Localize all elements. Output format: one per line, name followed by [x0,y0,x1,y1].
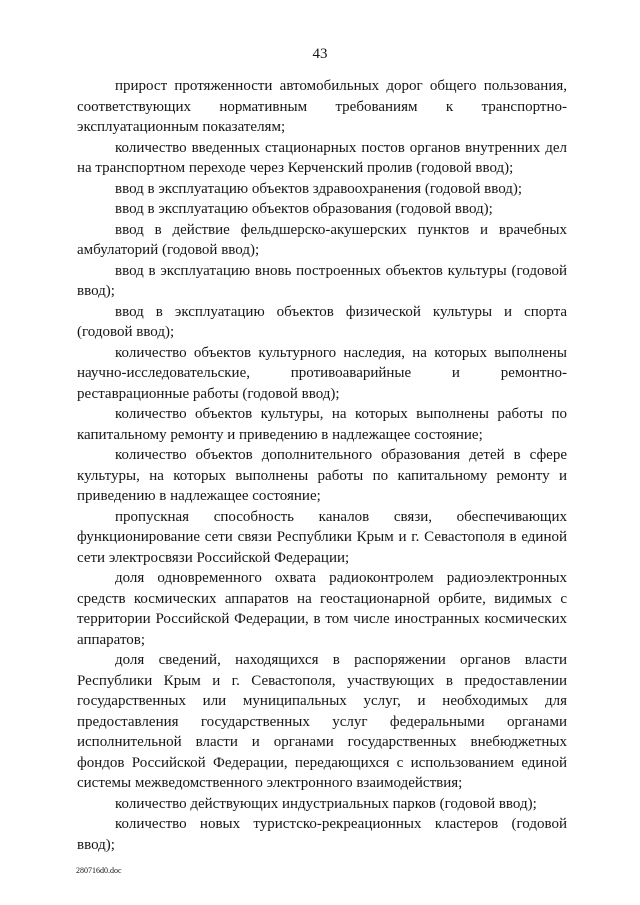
footer-filename: 280716d0.doc [76,866,122,875]
paragraph: количество объектов культуры, на которых выполнены работы по капитальному ремонту и приведению в надлежащее состояние; [77,406,567,443]
paragraph: ввод в эксплуатацию вновь построенных объектов культуры (годовой ввод); [77,262,567,299]
paragraph: прирост протяженности автомобильных дорог общего пользования, соответствующих нормативным требованиям к транспортно-эксплуатационным показателям; [77,78,567,135]
page-number: 43 [312,46,328,62]
paragraph: ввод в эксплуатацию объектов физической культуры и спорта (годовой ввод); [77,303,567,340]
paragraph: ввод в эксплуатацию объектов образования (годовой ввод); [115,201,493,217]
paragraph: количество введенных стационарных постов органов внутренних дел на транспортном переходе через Керченский пролив (годовой ввод); [77,139,567,176]
paragraph: количество объектов культурного наследия, на которых выполнены научно-исследовательские, противоаварийные и ремонтно-реставрационные работы (годовой ввод); [77,344,567,402]
paragraph: доля одновременного охвата радиоконтролем радиоэлектронных средств космических аппаратов на геостационарной орбите, видимых с территории Российской Федерации, в том числе иностранных космических аппаратов; [77,570,567,648]
paragraph: ввод в эксплуатацию объектов здравоохранения (годовой ввод); [115,180,523,197]
paragraph: количество объектов дополнительного образования детей в сфере культуры, на которых выполнены работы по капитальному ремонту и приведению в надлежащее состояние; [77,447,567,504]
paragraph: пропускная способность каналов связи, обеспечивающих функционирование сети связи Республики Крым и г. Севастополя в единой сети электросвязи Российской Федерации; [77,508,567,566]
paragraph: количество новых туристско-рекреационных кластеров (годовой ввод); [77,816,567,853]
document-body [77,76,567,855]
paragraph: ввод в действие фельдшерско-акушерских пунктов и врачебных амбулаторий (годовой ввод); [77,221,567,258]
paragraph: доля сведений, находящихся в распоряжении органов власти Республики Крым и г. Севастополя, участвующих в предоставлении государственных или муниципальных услуг, и необходимых для предоставления государственных услуг федеральными органами исполнительной власти и органами государственных внебюджетных фондов Российской Федерации, передающихся с использованием единой системы межведомственного электронного взаимодействия; [77,652,567,791]
paragraph: количество действующих индустриальных парков (годовой ввод); [115,795,537,812]
